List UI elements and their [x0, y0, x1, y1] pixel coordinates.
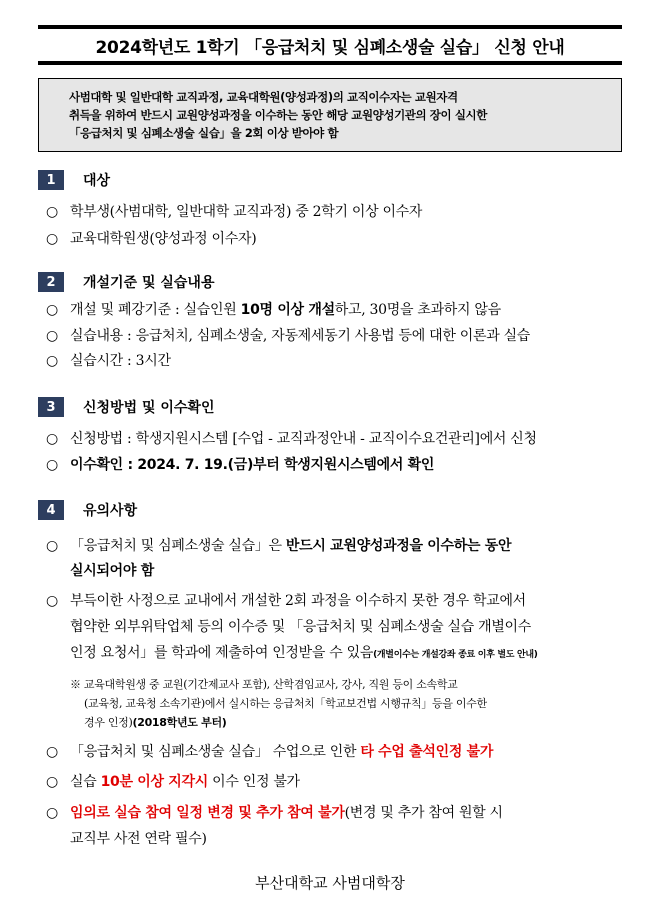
section-label: 유의사항 [83, 503, 138, 519]
bullet-icon: ○ [46, 431, 58, 447]
list-item [46, 536, 638, 557]
list-item [46, 229, 638, 250]
item-text: 신청방법 : 학생지원시스템 [수업 - 교직과정안내 - 교직이수요건관리]에서 신청 [70, 431, 537, 447]
bullet-icon: ○ [46, 744, 58, 760]
section-number: 4 [38, 500, 64, 520]
item-continuation: 교직부 사전 연락 필수) [70, 831, 207, 847]
item-text-bold: (2018학년도 부터) [132, 716, 227, 729]
section-number: 2 [38, 272, 64, 292]
list-item [46, 772, 638, 793]
item-text: 이수 인정 불가 [207, 774, 300, 790]
item-text-bold: 10명 이상 개설 [240, 302, 335, 318]
note-line: (교육청, 교육청 소속기관)에서 실시하는 응급처치「학교보건법 시행규칙」등을 이수한 [84, 697, 487, 710]
list-item [46, 300, 638, 321]
item-text-warning: 10분 이상 지각시 [100, 774, 208, 790]
item-text-bold: 반드시 교원양성과정을 이수하는 동안 [285, 538, 512, 554]
signature-line: 부산대학교 사범대학장 [255, 874, 405, 892]
item-text: 실습내용 : 응급처치, 심폐소생술, 자동제세동기 사용법 등에 대한 이론과 실습 [70, 328, 531, 344]
item-text: 「응급처치 및 심폐소생술 실습」은 [70, 538, 286, 554]
list-item [46, 429, 638, 450]
bullet-icon: ○ [46, 353, 58, 369]
bullet-icon: ○ [46, 204, 58, 220]
list-item [46, 742, 638, 763]
bullet-icon: ○ [46, 774, 58, 790]
list-item [46, 326, 638, 347]
item-text: 개설 및 폐강기준 : 실습인원 [70, 302, 241, 318]
item-small-note: (개별이수는 개설강좌 종료 이후 별도 안내) [373, 650, 538, 660]
item-text-bold: 이수확인 : 2024. 7. 19.(금)부터 학생지원시스템에서 확인 [70, 457, 435, 473]
item-text: (변경 및 추가 참여 원할 시 [344, 805, 503, 821]
item-text: 실습 [70, 774, 101, 790]
item-text: 「응급처치 및 심폐소생술 실습」 수업으로 인한 [70, 744, 361, 760]
section-header-apply [38, 397, 214, 417]
note-line [84, 714, 227, 732]
section-number: 1 [38, 170, 64, 190]
notice-line: 취득을 위하여 반드시 교원양성과정을 이수하는 동안 해당 교원양성기관의 장이 실시한 [69, 108, 487, 122]
bullet-icon: ○ [46, 457, 58, 473]
section-header-criteria [38, 272, 214, 292]
item-continuation [70, 643, 538, 666]
bullet-icon: ○ [46, 328, 58, 344]
item-text-warning: 타 수업 출석인정 불가 [360, 744, 494, 760]
list-item [46, 803, 638, 824]
item-continuation: 협약한 외부위탁업체 등의 이수증 및 「응급처치 및 심폐소생술 실습 개별이수 [70, 619, 531, 635]
item-text: 하고, 30명을 초과하지 않음 [334, 302, 501, 318]
bullet-icon: ○ [46, 805, 58, 821]
section-header-target [38, 170, 110, 190]
list-item [46, 455, 638, 476]
page-title: 2024학년도 1학기 「응급처치 및 심폐소생술 실습」 신청 안내 [38, 25, 622, 65]
item-text: 인정 요청서」를 학과에 제출하여 인정받을 수 있음 [70, 645, 374, 661]
section-header-notes [38, 500, 137, 520]
section-label: 대상 [83, 173, 111, 189]
bullet-icon: ○ [46, 302, 58, 318]
section-label: 신청방법 및 이수확인 [83, 400, 215, 416]
item-text: 교육대학원생(양성과정 이수자) [70, 231, 257, 247]
section-label: 개설기준 및 실습내용 [83, 275, 215, 291]
item-continuation: 실시되어야 함 [70, 563, 154, 579]
list-item [46, 591, 638, 612]
list-item [46, 202, 638, 223]
notice-line: 「응급처치 및 심폐소생술 실습」을 2회 이상 받아야 함 [69, 126, 339, 140]
bullet-icon: ○ [46, 538, 58, 554]
notice-line: 사범대학 및 일반대학 교직과정, 교육대학원(양성과정)의 교직이수자는 교원자격 [69, 90, 458, 104]
section-number: 3 [38, 397, 64, 417]
bullet-icon: ○ [46, 593, 58, 609]
list-item [46, 351, 638, 372]
item-text-warning: 임의로 실습 참여 일정 변경 및 추가 참여 불가 [70, 805, 345, 821]
notice-box [38, 78, 622, 152]
bullet-icon: ○ [46, 231, 58, 247]
item-text: 부득이한 사정으로 교내에서 개설한 2회 과정을 이수하지 못한 경우 학교에서 [70, 593, 526, 609]
item-text: 실습시간 : 3시간 [70, 353, 171, 369]
item-text: 경우 인정) [84, 716, 133, 729]
note-line: ※ 교육대학원생 중 교원(기간제교사 포함), 산학겸임교사, 강사, 직원 등이 소속학교 [70, 678, 458, 691]
item-text: 학부생(사범대학, 일반대학 교직과정) 중 2학기 이상 이수자 [70, 204, 423, 220]
